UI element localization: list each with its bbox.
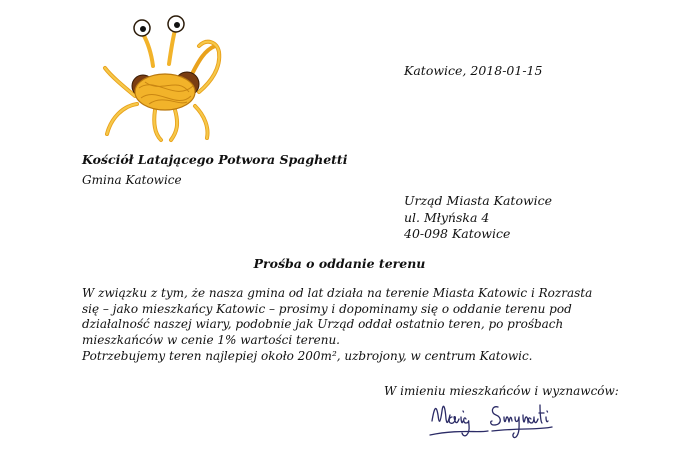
letter-subject: Prośba o oddanie terenu: [253, 256, 426, 271]
body-paragraph: Potrzebujemy teren najlepiej około 200m², uzbrojony, w centrum Katowic.: [82, 349, 533, 363]
flying-spaghetti-monster-icon: [95, 6, 235, 144]
sender-name: Kościół Latającego Potwora Spaghetti: [82, 152, 348, 167]
recipient-address: [404, 193, 552, 243]
body-paragraph: W związku z tym, że nasza gmina od lat działa na terenie Miasta Katowic i Rozrasta się – jako mieszkańcy Katowic – prosimy i dopominamy się o oddanie terenu pod działalność naszej wiary, podobnie jak Urząd oddał ostatnio teren, po prośbach mieszkańców w cenie 1% wartości terenu.: [82, 286, 593, 348]
recipient-line: 40-098 Katowice: [404, 226, 511, 241]
recipient-line: Urząd Miasta Katowice: [404, 193, 553, 208]
recipient-line: ul. Młyńska 4: [404, 209, 490, 225]
letter-date: Katowice, 2018-01-15: [404, 63, 543, 78]
handwritten-signature: [428, 395, 578, 445]
letter-closing: W imieniu mieszkańców i wyznawców:: [384, 384, 619, 398]
sender-gmina: Gmina Katowice: [82, 173, 182, 187]
